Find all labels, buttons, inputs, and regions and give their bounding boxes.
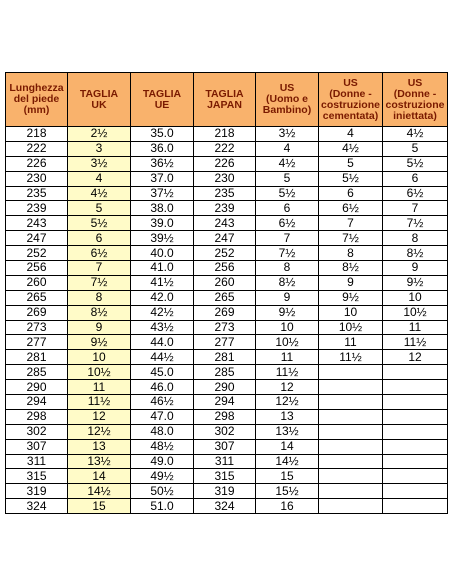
cell-size-uk: 2½ bbox=[68, 127, 131, 142]
table-row bbox=[6, 395, 448, 410]
cell-us-women-cemented: 5 bbox=[319, 156, 383, 171]
cell-size-japan: 298 bbox=[194, 409, 256, 424]
cell-foot-length: 243 bbox=[6, 216, 68, 231]
cell-foot-length: 239 bbox=[6, 201, 68, 216]
cell-us-women-cemented bbox=[319, 424, 383, 439]
cell-us-women-cemented bbox=[319, 409, 383, 424]
cell-us-men: 13½ bbox=[256, 424, 319, 439]
header-line: (Donne - bbox=[329, 87, 372, 100]
cell-us-women-cemented bbox=[319, 454, 383, 469]
size-conversion-table bbox=[5, 72, 448, 514]
cell-us-women-injected: 6½ bbox=[383, 186, 448, 201]
cell-size-uk: 5½ bbox=[68, 216, 131, 231]
cell-us-men: 14½ bbox=[256, 454, 319, 469]
cell-us-men: 6 bbox=[256, 201, 319, 216]
cell-us-men: 8½ bbox=[256, 275, 319, 290]
cell-size-japan: 226 bbox=[194, 156, 256, 171]
cell-size-japan: 281 bbox=[194, 350, 256, 365]
cell-size-eu: 36.0 bbox=[131, 141, 194, 156]
cell-us-men: 7 bbox=[256, 231, 319, 246]
cell-size-eu: 41½ bbox=[131, 275, 194, 290]
cell-size-uk: 8 bbox=[68, 290, 131, 305]
table-row bbox=[6, 335, 448, 350]
cell-us-women-injected bbox=[383, 454, 448, 469]
header-us-men-children bbox=[256, 73, 319, 127]
cell-size-uk: 5 bbox=[68, 201, 131, 216]
cell-foot-length: 230 bbox=[6, 171, 68, 186]
cell-size-uk: 9½ bbox=[68, 335, 131, 350]
header-line: del piede bbox=[13, 93, 60, 105]
cell-us-women-injected bbox=[383, 365, 448, 380]
cell-us-women-injected: 8½ bbox=[383, 246, 448, 261]
cell-us-men: 4½ bbox=[256, 156, 319, 171]
header-size-japan bbox=[194, 73, 256, 127]
cell-us-women-cemented: 11 bbox=[319, 335, 383, 350]
cell-foot-length: 294 bbox=[6, 395, 68, 410]
cell-size-japan: 265 bbox=[194, 290, 256, 305]
cell-us-men: 15½ bbox=[256, 484, 319, 499]
cell-us-men: 7½ bbox=[256, 246, 319, 261]
header-line: US bbox=[407, 76, 423, 89]
cell-us-men: 13 bbox=[256, 409, 319, 424]
cell-us-women-cemented: 9½ bbox=[319, 290, 383, 305]
header-size-uk bbox=[68, 73, 131, 127]
cell-size-japan: 311 bbox=[194, 454, 256, 469]
cell-size-eu: 49.0 bbox=[131, 454, 194, 469]
cell-size-eu: 45.0 bbox=[131, 365, 194, 380]
cell-us-women-injected: 7 bbox=[383, 201, 448, 216]
cell-size-eu: 44½ bbox=[131, 350, 194, 365]
cell-size-eu: 40.0 bbox=[131, 246, 194, 261]
table-row bbox=[6, 499, 448, 514]
cell-us-men: 3½ bbox=[256, 127, 319, 142]
cell-size-uk: 3 bbox=[68, 141, 131, 156]
cell-size-uk: 10 bbox=[68, 350, 131, 365]
cell-us-men: 15 bbox=[256, 469, 319, 484]
cell-size-uk: 11 bbox=[68, 380, 131, 395]
cell-size-uk: 13 bbox=[68, 439, 131, 454]
cell-us-women-cemented: 8½ bbox=[319, 261, 383, 276]
cell-size-eu: 44.0 bbox=[131, 335, 194, 350]
cell-size-eu: 49½ bbox=[131, 469, 194, 484]
cell-foot-length: 269 bbox=[6, 305, 68, 320]
cell-size-eu: 39.0 bbox=[131, 216, 194, 231]
cell-size-japan: 260 bbox=[194, 275, 256, 290]
cell-us-women-cemented bbox=[319, 439, 383, 454]
cell-us-women-injected bbox=[383, 439, 448, 454]
cell-size-eu: 46.0 bbox=[131, 380, 194, 395]
header-line: costruzione bbox=[385, 98, 445, 111]
cell-foot-length: 311 bbox=[6, 454, 68, 469]
table-row bbox=[6, 261, 448, 276]
cell-size-eu: 51.0 bbox=[131, 499, 194, 514]
cell-foot-length: 256 bbox=[6, 261, 68, 276]
cell-us-women-injected: 4½ bbox=[383, 127, 448, 142]
header-line: Bambino) bbox=[262, 104, 312, 116]
cell-size-eu: 50½ bbox=[131, 484, 194, 499]
cell-size-eu: 42.0 bbox=[131, 290, 194, 305]
cell-us-men: 12½ bbox=[256, 395, 319, 410]
cell-size-japan: 252 bbox=[194, 246, 256, 261]
cell-us-women-injected: 8 bbox=[383, 231, 448, 246]
cell-us-women-injected bbox=[383, 380, 448, 395]
cell-us-men: 11½ bbox=[256, 365, 319, 380]
cell-foot-length: 222 bbox=[6, 141, 68, 156]
cell-us-women-cemented: 10 bbox=[319, 305, 383, 320]
cell-foot-length: 235 bbox=[6, 186, 68, 201]
cell-size-eu: 36½ bbox=[131, 156, 194, 171]
cell-us-women-injected: 10½ bbox=[383, 305, 448, 320]
cell-size-uk: 9 bbox=[68, 320, 131, 335]
cell-size-eu: 43½ bbox=[131, 320, 194, 335]
cell-size-eu: 38.0 bbox=[131, 201, 194, 216]
cell-us-men: 12 bbox=[256, 380, 319, 395]
cell-foot-length: 298 bbox=[6, 409, 68, 424]
table-body bbox=[6, 127, 448, 514]
cell-size-uk: 4 bbox=[68, 171, 131, 186]
cell-size-eu: 42½ bbox=[131, 305, 194, 320]
table-row bbox=[6, 484, 448, 499]
cell-us-men: 14 bbox=[256, 439, 319, 454]
cell-us-women-injected bbox=[383, 424, 448, 439]
table-row bbox=[6, 171, 448, 186]
cell-size-japan: 247 bbox=[194, 231, 256, 246]
cell-size-uk: 6½ bbox=[68, 246, 131, 261]
cell-size-uk: 3½ bbox=[68, 156, 131, 171]
cell-size-japan: 239 bbox=[194, 201, 256, 216]
header-us-women-injected bbox=[383, 73, 448, 127]
cell-size-uk: 12½ bbox=[68, 424, 131, 439]
cell-us-women-injected: 5 bbox=[383, 141, 448, 156]
cell-foot-length: 247 bbox=[6, 231, 68, 246]
cell-size-japan: 319 bbox=[194, 484, 256, 499]
table-row bbox=[6, 454, 448, 469]
cell-size-uk: 10½ bbox=[68, 365, 131, 380]
cell-us-men: 5½ bbox=[256, 186, 319, 201]
cell-us-women-injected: 9½ bbox=[383, 275, 448, 290]
cell-size-uk: 15 bbox=[68, 499, 131, 514]
cell-foot-length: 265 bbox=[6, 290, 68, 305]
cell-us-women-cemented: 7½ bbox=[319, 231, 383, 246]
cell-us-women-injected: 5½ bbox=[383, 156, 448, 171]
cell-us-men: 10½ bbox=[256, 335, 319, 350]
cell-us-women-cemented bbox=[319, 484, 383, 499]
cell-size-uk: 7 bbox=[68, 261, 131, 276]
cell-foot-length: 273 bbox=[6, 320, 68, 335]
cell-us-women-injected: 9 bbox=[383, 261, 448, 276]
cell-us-women-injected: 10 bbox=[383, 290, 448, 305]
cell-us-women-injected: 11½ bbox=[383, 335, 448, 350]
cell-us-women-cemented bbox=[319, 365, 383, 380]
cell-size-eu: 39½ bbox=[131, 231, 194, 246]
cell-foot-length: 260 bbox=[6, 275, 68, 290]
cell-us-women-injected bbox=[383, 499, 448, 514]
table-row bbox=[6, 380, 448, 395]
cell-foot-length: 281 bbox=[6, 350, 68, 365]
cell-foot-length: 302 bbox=[6, 424, 68, 439]
header-line: TAGLIA bbox=[205, 87, 244, 100]
cell-us-women-cemented: 8 bbox=[319, 246, 383, 261]
table-row bbox=[6, 127, 448, 142]
table-row bbox=[6, 305, 448, 320]
cell-us-men: 6½ bbox=[256, 216, 319, 231]
cell-size-japan: 277 bbox=[194, 335, 256, 350]
table-row bbox=[6, 201, 448, 216]
cell-us-women-injected bbox=[383, 409, 448, 424]
cell-us-women-cemented bbox=[319, 469, 383, 484]
table-row bbox=[6, 290, 448, 305]
cell-size-japan: 218 bbox=[194, 127, 256, 142]
header-line: costruzione bbox=[321, 98, 380, 111]
cell-foot-length: 324 bbox=[6, 499, 68, 514]
cell-size-uk: 12 bbox=[68, 409, 131, 424]
cell-us-women-injected: 11 bbox=[383, 320, 448, 335]
cell-size-uk: 7½ bbox=[68, 275, 131, 290]
header-line: US bbox=[343, 76, 358, 89]
cell-us-women-cemented: 4½ bbox=[319, 141, 383, 156]
cell-foot-length: 290 bbox=[6, 380, 68, 395]
table-row bbox=[6, 365, 448, 380]
cell-size-eu: 48½ bbox=[131, 439, 194, 454]
cell-size-japan: 315 bbox=[194, 469, 256, 484]
cell-size-uk: 4½ bbox=[68, 186, 131, 201]
cell-us-women-cemented: 6 bbox=[319, 186, 383, 201]
header-line: JAPAN bbox=[207, 98, 242, 111]
cell-foot-length: 252 bbox=[6, 246, 68, 261]
header-line: cementata) bbox=[322, 109, 379, 122]
cell-us-men: 11 bbox=[256, 350, 319, 365]
header-line: US bbox=[279, 82, 295, 94]
table-row bbox=[6, 246, 448, 261]
header-us-women-cemented bbox=[319, 73, 383, 127]
cell-us-women-cemented bbox=[319, 499, 383, 514]
cell-size-eu: 48.0 bbox=[131, 424, 194, 439]
cell-size-eu: 37½ bbox=[131, 186, 194, 201]
table-row bbox=[6, 156, 448, 171]
cell-us-men: 8 bbox=[256, 261, 319, 276]
table-row bbox=[6, 424, 448, 439]
cell-us-women-injected bbox=[383, 484, 448, 499]
cell-us-women-injected bbox=[383, 469, 448, 484]
header-line: TAGLIA bbox=[142, 87, 182, 100]
cell-us-women-injected: 12 bbox=[383, 350, 448, 365]
cell-size-japan: 290 bbox=[194, 380, 256, 395]
cell-us-women-cemented: 4 bbox=[319, 127, 383, 142]
cell-foot-length: 226 bbox=[6, 156, 68, 171]
cell-size-uk: 6 bbox=[68, 231, 131, 246]
cell-size-eu: 41.0 bbox=[131, 261, 194, 276]
cell-us-men: 10 bbox=[256, 320, 319, 335]
cell-size-japan: 285 bbox=[194, 365, 256, 380]
cell-size-uk: 14½ bbox=[68, 484, 131, 499]
cell-foot-length: 277 bbox=[6, 335, 68, 350]
cell-us-men: 16 bbox=[256, 499, 319, 514]
header-line: UK bbox=[91, 98, 107, 111]
cell-us-women-cemented: 7 bbox=[319, 216, 383, 231]
header-foot-length bbox=[6, 73, 68, 127]
cell-us-men: 9½ bbox=[256, 305, 319, 320]
header-line: (Donne - bbox=[393, 87, 437, 100]
cell-size-japan: 243 bbox=[194, 216, 256, 231]
cell-size-eu: 47.0 bbox=[131, 409, 194, 424]
cell-size-japan: 273 bbox=[194, 320, 256, 335]
header-line: (mm) bbox=[23, 104, 50, 116]
table-row bbox=[6, 320, 448, 335]
cell-foot-length: 307 bbox=[6, 439, 68, 454]
cell-foot-length: 315 bbox=[6, 469, 68, 484]
table-row bbox=[6, 231, 448, 246]
cell-us-women-cemented: 9 bbox=[319, 275, 383, 290]
header-row bbox=[6, 73, 448, 127]
cell-size-uk: 13½ bbox=[68, 454, 131, 469]
cell-size-eu: 46½ bbox=[131, 395, 194, 410]
table-row bbox=[6, 141, 448, 156]
cell-us-men: 4 bbox=[256, 141, 319, 156]
cell-us-men: 9 bbox=[256, 290, 319, 305]
cell-size-uk: 11½ bbox=[68, 395, 131, 410]
cell-size-uk: 14 bbox=[68, 469, 131, 484]
table-row bbox=[6, 409, 448, 424]
header-line: UE bbox=[154, 98, 170, 111]
header-line: iniettata) bbox=[393, 109, 437, 122]
cell-size-japan: 294 bbox=[194, 395, 256, 410]
cell-size-japan: 230 bbox=[194, 171, 256, 186]
cell-size-japan: 307 bbox=[194, 439, 256, 454]
table-row bbox=[6, 469, 448, 484]
cell-size-eu: 37.0 bbox=[131, 171, 194, 186]
cell-foot-length: 218 bbox=[6, 127, 68, 142]
cell-us-women-cemented: 10½ bbox=[319, 320, 383, 335]
cell-us-women-cemented: 11½ bbox=[319, 350, 383, 365]
cell-foot-length: 285 bbox=[6, 365, 68, 380]
cell-size-uk: 8½ bbox=[68, 305, 131, 320]
header-size-eu bbox=[131, 73, 194, 127]
cell-size-japan: 324 bbox=[194, 499, 256, 514]
cell-us-women-cemented bbox=[319, 395, 383, 410]
cell-size-japan: 235 bbox=[194, 186, 256, 201]
header-line: Lunghezza bbox=[9, 82, 64, 94]
table-row bbox=[6, 275, 448, 290]
header-line: (Uomo e bbox=[266, 93, 308, 105]
table-row bbox=[6, 186, 448, 201]
cell-size-japan: 256 bbox=[194, 261, 256, 276]
cell-us-women-injected: 7½ bbox=[383, 216, 448, 231]
cell-size-eu: 35.0 bbox=[131, 127, 194, 142]
cell-foot-length: 319 bbox=[6, 484, 68, 499]
cell-us-women-injected: 6 bbox=[383, 171, 448, 186]
cell-us-women-cemented: 6½ bbox=[319, 201, 383, 216]
cell-size-japan: 222 bbox=[194, 141, 256, 156]
table-row bbox=[6, 216, 448, 231]
cell-us-women-injected bbox=[383, 395, 448, 410]
cell-us-women-cemented bbox=[319, 380, 383, 395]
header-line: TAGLIA bbox=[79, 87, 119, 100]
cell-size-japan: 269 bbox=[194, 305, 256, 320]
cell-size-japan: 302 bbox=[194, 424, 256, 439]
table-row bbox=[6, 350, 448, 365]
cell-us-women-cemented: 5½ bbox=[319, 171, 383, 186]
table-row bbox=[6, 439, 448, 454]
cell-us-men: 5 bbox=[256, 171, 319, 186]
